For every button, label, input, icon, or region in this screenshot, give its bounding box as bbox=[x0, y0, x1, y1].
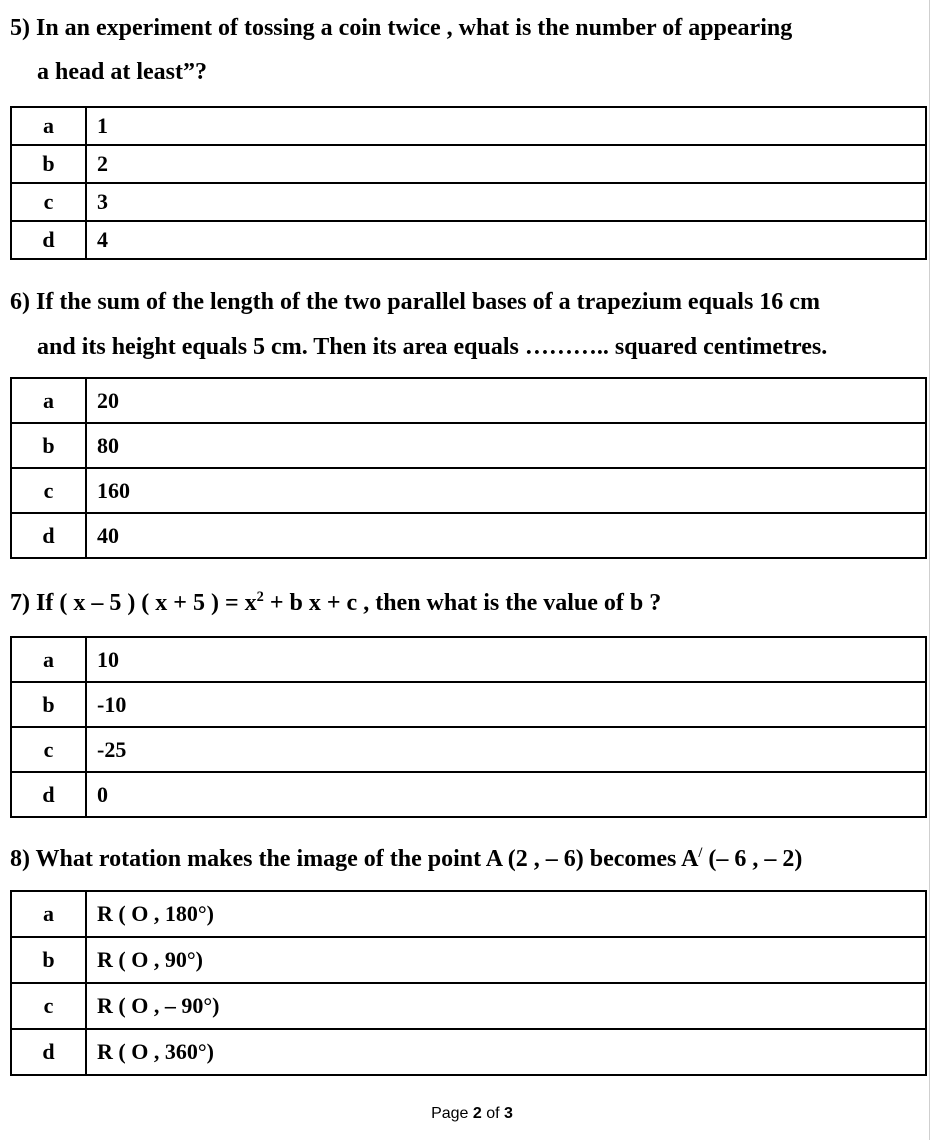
option-row[interactable] bbox=[11, 107, 926, 145]
option-value: 160 bbox=[86, 468, 926, 513]
page-footer bbox=[0, 1105, 932, 1123]
option-letter: c bbox=[11, 183, 86, 221]
option-value: 10 bbox=[86, 637, 926, 682]
option-row[interactable] bbox=[11, 1029, 926, 1075]
option-letter: b bbox=[11, 937, 86, 983]
option-value: -10 bbox=[86, 682, 926, 727]
option-letter: a bbox=[11, 891, 86, 937]
question-7-text-a: 7) If ( x – 5 ) ( x + 5 ) = x bbox=[10, 590, 257, 616]
option-row[interactable] bbox=[11, 145, 926, 183]
option-value: -25 bbox=[86, 727, 926, 772]
option-row[interactable] bbox=[11, 983, 926, 1029]
option-letter: d bbox=[11, 513, 86, 558]
option-value: 40 bbox=[86, 513, 926, 558]
page-right-edge bbox=[929, 0, 930, 1140]
option-row[interactable] bbox=[11, 891, 926, 937]
question-6-options bbox=[10, 377, 927, 559]
question-5-line-2: a head at least”? bbox=[37, 59, 207, 85]
option-letter: d bbox=[11, 221, 86, 259]
question-7-exponent: 2 bbox=[256, 589, 264, 605]
footer-current-page: 2 bbox=[472, 1105, 482, 1122]
question-8-prime: / bbox=[698, 845, 703, 861]
option-value: R ( O , 180°) bbox=[86, 891, 926, 937]
option-row[interactable] bbox=[11, 637, 926, 682]
option-value: R ( O , – 90°) bbox=[86, 983, 926, 1029]
question-7-options bbox=[10, 636, 927, 818]
option-letter: c bbox=[11, 468, 86, 513]
option-letter: d bbox=[11, 1029, 86, 1075]
option-letter: a bbox=[11, 637, 86, 682]
option-row[interactable] bbox=[11, 423, 926, 468]
option-letter: c bbox=[11, 727, 86, 772]
option-value: 4 bbox=[86, 221, 926, 259]
option-row[interactable] bbox=[11, 682, 926, 727]
option-value: 0 bbox=[86, 772, 926, 817]
option-value: 3 bbox=[86, 183, 926, 221]
option-value: R ( O , 360°) bbox=[86, 1029, 926, 1075]
option-letter: b bbox=[11, 145, 86, 183]
option-row[interactable] bbox=[11, 468, 926, 513]
option-row[interactable] bbox=[11, 221, 926, 259]
question-6-line-1: 6) If the sum of the length of the two parallel bases of a trapezium equals 16 cm bbox=[10, 289, 820, 315]
option-row[interactable] bbox=[11, 183, 926, 221]
footer-page-label: Page bbox=[431, 1105, 473, 1122]
footer-of-label: of bbox=[481, 1105, 505, 1122]
option-value: 1 bbox=[86, 107, 926, 145]
question-5-line-1: 5) In an experiment of tossing a coin twice , what is the number of appearing bbox=[10, 15, 793, 41]
question-8-line-1 bbox=[10, 845, 802, 873]
option-row[interactable] bbox=[11, 513, 926, 558]
question-6-line-2: and its height equals 5 cm. Then its area equals ……….. squared centimetres. bbox=[37, 334, 828, 360]
option-letter: a bbox=[11, 378, 86, 423]
option-value: 2 bbox=[86, 145, 926, 183]
option-row[interactable] bbox=[11, 727, 926, 772]
option-letter: a bbox=[11, 107, 86, 145]
question-7-line-1 bbox=[10, 589, 661, 617]
footer-total-pages: 3 bbox=[504, 1105, 513, 1122]
question-7-text-b: + b x + c , then what is the value of b ? bbox=[263, 590, 662, 616]
option-row[interactable] bbox=[11, 378, 926, 423]
option-letter: b bbox=[11, 682, 86, 727]
option-letter: d bbox=[11, 772, 86, 817]
option-row[interactable] bbox=[11, 772, 926, 817]
option-value: R ( O , 90°) bbox=[86, 937, 926, 983]
option-letter: b bbox=[11, 423, 86, 468]
option-value: 80 bbox=[86, 423, 926, 468]
question-8-options bbox=[10, 890, 927, 1076]
option-letter: c bbox=[11, 983, 86, 1029]
option-row[interactable] bbox=[11, 937, 926, 983]
question-5-options bbox=[10, 106, 927, 260]
question-8-text-a: 8) What rotation makes the image of the point A (2 , – 6) becomes A bbox=[10, 846, 699, 872]
option-value: 20 bbox=[86, 378, 926, 423]
question-8-text-b: (– 6 , – 2) bbox=[702, 846, 803, 872]
